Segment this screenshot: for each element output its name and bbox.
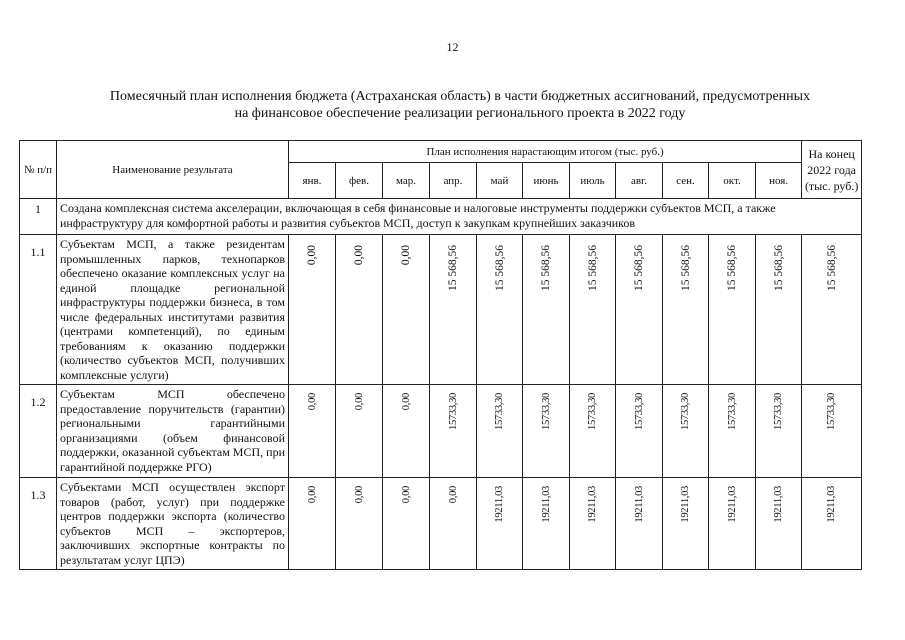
header-end-line-3: (тыс. руб.)	[804, 178, 859, 193]
month-value: 19211,03	[773, 486, 785, 523]
result-name: Субъектам МСП, а также резидентам промышленных парков, технопарков обеспечено оказание комплексных услуг на единой площадке региональной инфраструктуры поддержки бизнеса, в том числе федеральных институтами развития (центрами компетенций), по единым требованиям к оказанию поддержки (количество субъектов МСП, получивших комплексные услуги)	[57, 235, 289, 385]
month-value: 19211,03	[587, 486, 598, 523]
month-value: 19211,03	[494, 486, 505, 523]
month-header: авг.	[616, 163, 663, 199]
month-value: 15733,30	[494, 393, 505, 430]
month-value: 19211,03	[540, 486, 552, 523]
month-value: 19211,03	[680, 486, 691, 523]
month-value: 15 568,56	[772, 245, 785, 291]
month-value: 15733,30	[587, 393, 598, 430]
month-value: 19211,03	[726, 486, 738, 523]
end-of-year-value: 15733,30	[826, 393, 838, 430]
table-row	[20, 235, 862, 385]
month-value: 19211,03	[633, 486, 645, 523]
title-line-1: Помесячный план исполнения бюджета (Астраханская область) в части бюджетных ассигнований, предусмотренных	[109, 89, 811, 104]
month-value: 15 568,56	[586, 245, 599, 291]
month-header: мар.	[383, 163, 430, 199]
month-value: 0,00	[400, 245, 412, 266]
month-value: 0,00	[353, 393, 365, 411]
section-text: Создана комплексная система акселерации, включающая в себя финансовые и налоговые инструменты поддержки субъектов МСП, а также инфраструктуру для комфортной работы и развития субъектов МСП, доступ к закупкам крупнейших заказчиков	[57, 199, 862, 235]
table-row	[20, 478, 862, 570]
month-value: 15 568,56	[679, 245, 692, 291]
month-header: окт.	[709, 163, 756, 199]
end-of-year-value: 19211,03	[826, 486, 838, 523]
section-number: 1	[20, 199, 57, 235]
document-title	[60, 88, 860, 122]
header-num: № п/п	[20, 141, 57, 199]
section-row	[20, 199, 862, 235]
month-value: 15733,30	[540, 393, 552, 430]
month-value: 15 568,56	[540, 245, 552, 291]
result-name: Субъектам МСП обеспечено предоставление поручительств (гарантии) региональными гарантийными организациями (объем финансовой поддержки, оказанной субъектам МСП, при гарантийной поддержке РГО)	[57, 385, 289, 478]
header-end-line-1: На конец	[808, 146, 855, 161]
header-end-of-year	[802, 141, 862, 199]
month-value: 0,00	[306, 393, 318, 411]
header-plan: План исполнения нарастающим итогом (тыс. руб.)	[289, 141, 802, 163]
month-header: июль	[570, 163, 616, 199]
month-value: 0,00	[353, 486, 365, 504]
month-header: май	[477, 163, 523, 199]
month-header: сен.	[663, 163, 709, 199]
end-of-year-value: 15 568,56	[825, 245, 838, 291]
month-value: 15733,30	[447, 393, 459, 430]
month-value: 0,00	[306, 486, 318, 504]
budget-plan-table	[19, 140, 862, 570]
month-value: 0,00	[447, 486, 459, 504]
month-value: 15 568,56	[633, 245, 645, 291]
month-value: 0,00	[306, 245, 318, 266]
row-number: 1.1	[20, 235, 57, 385]
month-value: 15 568,56	[447, 245, 459, 291]
month-value: 0,00	[400, 393, 412, 411]
month-header: апр.	[430, 163, 477, 199]
month-value: 15733,30	[680, 393, 691, 430]
month-value: 0,00	[353, 245, 365, 266]
table-row	[20, 385, 862, 478]
row-number: 1.2	[20, 385, 57, 478]
month-value: 15733,30	[633, 393, 645, 430]
month-value: 15 568,56	[726, 245, 738, 291]
month-value: 15733,30	[726, 393, 738, 430]
header-end-line-2: 2022 года	[807, 162, 857, 177]
header-name: Наименование результата	[57, 141, 289, 199]
month-header: июнь	[523, 163, 570, 199]
month-value: 15733,30	[773, 393, 785, 430]
title-line-2: на финансовое обеспечение реализации регионального проекта в 2022 году	[234, 106, 686, 121]
row-number: 1.3	[20, 478, 57, 570]
month-value: 15 568,56	[493, 245, 506, 291]
month-header: янв.	[289, 163, 336, 199]
month-header: фев.	[336, 163, 383, 199]
month-value: 0,00	[400, 486, 412, 504]
page-number: 12	[446, 40, 459, 54]
result-name: Субъектами МСП осуществлен экспорт товаров (работ, услуг) при поддержке центров поддержки экспорта (количество субъектов МСП – экспортеров, заключивших экспортные контракты по результатам услуг ЦПЭ)	[57, 478, 289, 570]
month-header: ноя.	[756, 163, 802, 199]
